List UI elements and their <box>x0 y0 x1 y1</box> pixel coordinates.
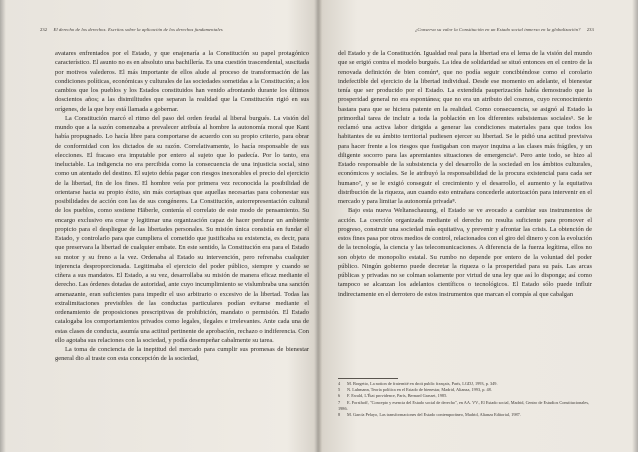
footnote: 6 F. Ewald, L'État providence, París, Bernard Grasset, 1985. <box>338 393 448 399</box>
left-page-number: 232 <box>40 27 48 32</box>
footnotes <box>338 381 592 418</box>
right-body-text <box>338 49 592 299</box>
left-body-text <box>55 49 309 364</box>
right-page <box>320 0 638 452</box>
footnote: 8 M. García Pelayo, Las transformaciones del Estado contemporáneo, Madrid, Alianza Editorial, 1987. <box>338 412 521 418</box>
left-paragraph: La toma de conciencia de la ineptitud del mercado para cumplir sus promesas de bienestar general dio al traste con esta concepción de la sociedad, <box>55 346 309 363</box>
left-paragraph: La Constitución marcó el ritmo del paso del orden feudal al liberal burgués. La visión del mundo que a la sazón comenzaba a prevalecer atribuía al hombre la autonomía moral que Kant había propugnado. Lo hacía libre para comportarse de acuerdo con su propio criterio, para obrar de conformidad con los dictados de su razón. Correlativamente, lo hacía responsable de sus elecciones. El fracaso era imputable por entero al sujeto que lo padecía. Por lo tanto, era ineluctable. La indigencia no era percibida como la consecuencia de una injusticia social, sino como un atentado del destino. El sujeto debía pagar con riesgos inexorables el precio del ejercicio de la libertad, fin de los fines. El hombre veía por primera vez reconocida la posibilidad de orientarse hacia su propio éxito, sin más cortapisas que aquellas necesarias para cohonestar sus posibilidades de acción con las de sus congéneres. La Constitución, autorrepresentación cultural de los pueblos, como sostiene Häberle, contenía el correlato de este modo de pensamiento. Su encargo exclusivo era crear y legitimar una organización capaz de hacer perdurar un ambiente propicio para el despliegue de las libertades personales. Su misión única consistía en fundar el Estado, y controlarlo para que cumpliera el cometido que justificaba su existencia, es decir, para que preservara la libertad de cualquier embate. En este sentido, la Constitución era para el Estado su motor y su freno a la vez. Ordenaba al Estado su intervención, pero refrenaba cualquier injerencia desproporcionada. Legitimaba el ejercicio del poder público, siempre y cuando se ciñera a sus mandatos. El Estado, a su vez, desarrollaba su misión de manera eficaz mediante el derecho. Las órdenes dotadas de autoridad, ante cuyo incumplimiento se vislumbraba una sanción amenazante, eran suficientes para impedir el uso arbitrario o excesivo de la libertad. Todas las extralimitaciones previsibles de las conductas particulares podían evitarse mediante el ordenamiento de proposiciones prescriptivas de prohibición, mandato o permisión. El Estado catalogaba los comportamientos privados como legales, ilegales e irrelevantes. Ante cada una de estas clases de conducta, asumía una actitud pertinente de aprobación, rechazo o indiferencia. Con ello agotaba sus relaciones con la sociedad, y podía desempeñar cabalmente su tarea. <box>55 114 309 344</box>
right-paragraph: Bajo esta nueva Weltanschauung, el Estado se ve avocado a cambiar sus instrumentos de acción. La coerción organizada mediante el derecho no resulta suficiente para promover el progreso, construir una sociedad más equitativa, y prevenir y afrontar las crisis. La obtención de estos fines pasa por otros medios de control, relacionados con el giro del dinero y con la evolución de la tecnología, la ciencia y las telecomunicaciones. A diferencia de la fuerza legítima, ellos no son objeto de monopolio estatal. Su rumbo no depende por entero de la voluntad del poder público. Ningún gobierno puede decretar la riqueza o la prosperidad para su país. Las arcas públicas y privadas no se colman solamente por virtud de una ley que así lo disponga; así como tampoco se alcanzan los adelantos científicos o tecnológicos. El Estado sólo puede influir indirectamente en el derrotero de estos instrumentos que marcan el compás al que cabalgan <box>338 207 592 298</box>
footnote: 5 N. Luhmann, Teoría política en el Estado de bienestar, Madrid, Alianza, 1993, p. 48. <box>338 387 492 393</box>
left-paragraph: avatares enfrentados por el Estado, y que enajenaría a la Constitución su papel protagónico característico. El asunto no es en absoluto una bachillería. Es una cuestión trascendental, suscitada por motivos valederos. El más importante de ellos alude al proceso de transformación de las condiciones políticas, económicas y culturales de las sociedades sometidas a la Constitución; a los cambios que los pueblos y los Estados constituidos han venido afrontando durante los últimos doscientos años; a las disimilitudes que separan la realidad que la Constitución rigió en sus orígenes, de la que hoy está llamada a gobernar. <box>55 50 309 113</box>
footnote: 7 E. Forsthoff, "Concepto y esencia del Estado social de derecho", en AA. VV., El Estado social, Madrid, Centro de Estudios Constitucionales, 1986. <box>338 399 590 411</box>
right-running-head <box>415 27 594 32</box>
left-running-title: El derecho de los derechos. Escritos sobre la aplicación de los derechos fundamentales <box>53 27 223 32</box>
right-running-title: ¿Conserva su valor la Constitución en un Estado social inmerso en la globalización? <box>415 27 581 32</box>
left-running-head <box>40 27 223 32</box>
left-page <box>0 0 316 452</box>
footnote: 4 M. Borgetto, La notion de fraternité en droit public français, París, LGDJ, 1993, p. 349. <box>338 381 498 386</box>
right-paragraph: del Estado y de la Constitución. Igualdad real para la libertad era el lema de la visión del mundo que se erigió contra el modelo burgués. La idea de solidaridad se situó entonces en el centro de la renovada definición de bien común⁴, que no podía seguir concibiéndose como el corolario indefectible del ejercicio de la libertad individual. Desde ese momento en adelante, el bienestar tenía que ser producido por el Estado. La extendida pauperización había demostrado que la prosperidad general no era espontánea; que no era un atributo del cosmos, cuyo reconocimiento bastara para que se hiciera patente en la realidad. Como consecuencia, se asignó al Estado la primordial tarea de incluir a toda la población en los diferentes subsistemas sociales⁵. Se le reclamó una activa labor dirigida a generar las condiciones materiales para que todos los habitantes de su ámbito territorial pudiesen ejercer su libertad. Se le pidió una actitud previsiva para hacer frente a los riesgos que fustigaban con mayor inquina a las clases más frágiles, y un diligente socorro para las apremiantes situaciones de emergencia⁶. Pero ante todo, se hizo al Estado responsable de la subsistencia y del desarrollo de la sociedad en los ámbitos culturales, económicos y sociales. Se le atribuyó la responsabilidad de la procura existencial para cada ser humano⁷, y se le exigió conseguir el crecimiento y el desarrollo, el aumento y la equitativa distribución de la riqueza, aun cuando esto entrañara concederle autorización para intervenir en el mercado y para limitar la autonomía privada⁸. <box>338 50 592 205</box>
footnote-rule <box>338 378 398 379</box>
right-page-number: 233 <box>586 27 594 32</box>
